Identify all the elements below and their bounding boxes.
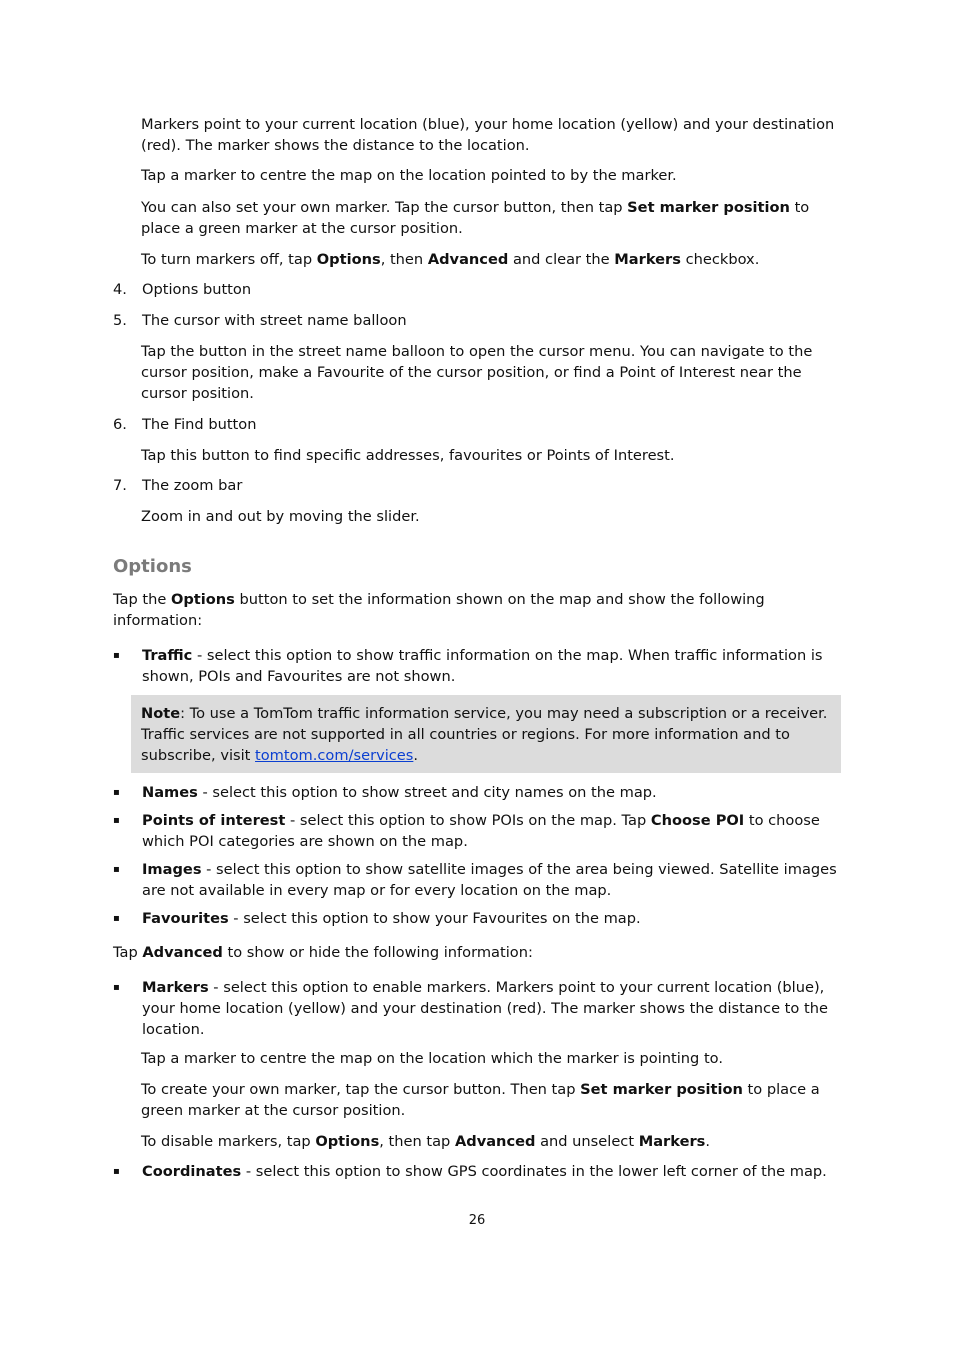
- bullet-icon: ▪: [113, 982, 120, 993]
- bold-term: Points of interest: [142, 812, 286, 829]
- paragraph-markers-create: [141, 1079, 841, 1121]
- bold-term: Set marker position: [580, 1081, 743, 1098]
- text-run: : To use a TomTom traffic information service, you may need a subscription or a receiver. Traffic services are not supported in all countries or regions. For more information and to subscribe, visit: [141, 705, 828, 764]
- note-label: Note: [141, 705, 181, 722]
- bold-term: Markers: [142, 979, 209, 996]
- text-run: You can also set your own marker. Tap the cursor button, then tap: [141, 199, 628, 216]
- text-run: .: [705, 1133, 710, 1150]
- list-item-coordinates: [142, 1161, 842, 1182]
- paragraph-tap-marker: Tap a marker to centre the map on the location pointed to by the marker.: [141, 167, 677, 184]
- page-number: 26: [468, 1213, 486, 1228]
- text-run: to place a green marker at the cursor position.: [141, 1081, 820, 1119]
- text-run: Tap: [113, 944, 143, 961]
- bullet-icon: ▪: [113, 787, 120, 798]
- list-item-description: Tap the button in the street name balloon to open the cursor menu. You can navigate to the cursor position, make a Favourite of the cursor position, or find a Point of Interest near the cursor position.: [141, 343, 813, 402]
- text-run: - select this option to show street and city names on the map.: [197, 784, 657, 801]
- bold-term: Advanced: [427, 251, 509, 268]
- text-run: checkbox.: [680, 251, 760, 268]
- text-run: to choose which POI categories are shown on the map.: [142, 812, 820, 850]
- list-item-label: The zoom bar: [142, 477, 243, 494]
- bold-term: Set marker position: [627, 199, 790, 216]
- list-item-favourites: [142, 908, 842, 929]
- list-item-description: Zoom in and out by moving the slider.: [141, 508, 420, 525]
- list-item-traffic: [142, 645, 842, 687]
- text-run: - select this option to show traffic information on the map. When traffic information is shown, POIs and Favourites are not shown.: [142, 647, 823, 685]
- bold-term: Images: [142, 861, 202, 878]
- paragraph-markers-intro: Markers point to your current location (blue), your home location (yellow) and your destination (red). The marker shows the distance to the location.: [141, 116, 835, 154]
- text-run: - select this option to show satellite images of the area being viewed. Satellite images are not available in every map or for every location on the map.: [142, 861, 837, 899]
- text-run: To turn markers off, tap: [141, 251, 317, 268]
- bold-term: Favourites: [142, 910, 229, 927]
- bold-term: Markers: [614, 251, 681, 268]
- list-item-images: [142, 859, 842, 901]
- paragraph-own-marker: [141, 197, 841, 239]
- list-item-description: Tap this button to find specific addresses, favourites or Points of Interest.: [141, 447, 675, 464]
- text-run: To create your own marker, tap the cursor button. Then tap: [141, 1081, 581, 1098]
- list-item-points-of-interest: [142, 810, 842, 852]
- list-item-label: Options button: [142, 281, 252, 298]
- paragraph-markers-tap: Tap a marker to centre the map on the location which the marker is pointing to.: [141, 1050, 723, 1067]
- text-run: - select this option to enable markers. Markers point to your current location (blue), your home location (yellow) and your destination (red). The marker shows the distance to the location.: [142, 979, 828, 1038]
- text-run: - select this option to show POIs on the map. Tap: [285, 812, 651, 829]
- bold-term: Markers: [638, 1133, 706, 1150]
- bullet-icon: ▪: [113, 815, 120, 826]
- text-run: to show or hide the following information:: [222, 944, 533, 961]
- bold-term: Choose POI: [650, 812, 745, 829]
- text-run: button to set the information shown on the map and show the following information:: [113, 591, 765, 629]
- text-run: , then tap: [379, 1133, 455, 1150]
- bold-term: Options: [316, 251, 381, 268]
- text-run: .: [413, 747, 419, 764]
- text-run: Tap the: [113, 591, 171, 608]
- bold-term: Names: [142, 784, 198, 801]
- note-text: [141, 703, 829, 766]
- bold-term: Coordinates: [142, 1163, 242, 1180]
- list-number: 5.: [113, 312, 127, 329]
- bullet-icon: ▪: [113, 650, 120, 661]
- text-run: - select this option to show GPS coordinates in the lower left corner of the map.: [241, 1163, 827, 1180]
- text-run: and unselect: [535, 1133, 639, 1150]
- list-number: 7.: [113, 477, 127, 494]
- text-run: To disable markers, tap: [141, 1133, 316, 1150]
- bold-term: Options: [315, 1133, 380, 1150]
- bold-term: Advanced: [142, 944, 223, 961]
- bold-term: Traffic: [142, 647, 193, 664]
- bold-term: Options: [170, 591, 235, 608]
- text-run: and clear the: [508, 251, 615, 268]
- tomtom-services-link[interactable]: tomtom.com/services: [255, 747, 414, 764]
- list-item-label: The Find button: [142, 416, 257, 433]
- list-item-label: The cursor with street name balloon: [142, 312, 407, 329]
- text-run: to place a green marker at the cursor position.: [141, 199, 810, 237]
- list-item-markers: [142, 977, 842, 1040]
- bullet-icon: ▪: [113, 864, 120, 875]
- list-number: 4.: [113, 281, 127, 298]
- bullet-icon: ▪: [113, 913, 120, 924]
- paragraph-options-intro: [113, 589, 843, 631]
- paragraph-markers-disable: [141, 1131, 841, 1152]
- paragraph-advanced-intro: [113, 942, 843, 963]
- section-heading-options: Options: [113, 556, 192, 577]
- bold-term: Advanced: [454, 1133, 536, 1150]
- text-run: - select this option to show your Favourites on the map.: [228, 910, 641, 927]
- note-box: [131, 695, 841, 773]
- bullet-icon: ▪: [113, 1166, 120, 1177]
- list-item-names: [142, 782, 842, 803]
- list-number: 6.: [113, 416, 127, 433]
- text-run: , then: [380, 251, 428, 268]
- paragraph-turn-off-markers: [141, 249, 841, 270]
